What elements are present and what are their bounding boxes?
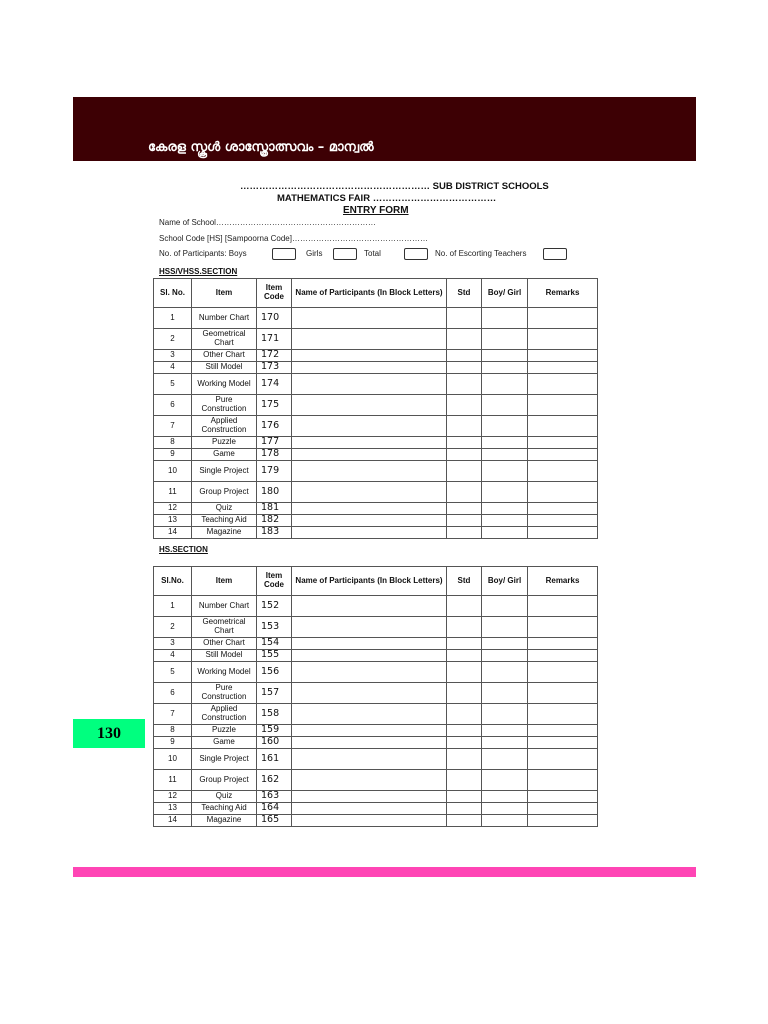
row-item: Applied Construction	[192, 704, 257, 725]
row-participant-name[interactable]	[292, 596, 447, 617]
row-boy-girl[interactable]	[482, 791, 528, 803]
row-participant-name[interactable]	[292, 815, 447, 827]
row-item-code: 182	[257, 515, 292, 527]
page-number-badge: 130	[73, 719, 145, 748]
row-item: Puzzle	[192, 725, 257, 737]
row-item-code: 160	[257, 737, 292, 749]
row-item-code: 159	[257, 725, 292, 737]
hss-entry-table	[153, 278, 598, 539]
page-header-title: കേരള സ്കൂൾ ശാസ്ത്രോത്സവം – മാന്വൽ	[148, 140, 374, 155]
row-item-code: 161	[257, 749, 292, 770]
table-row	[154, 737, 598, 749]
row-boy-girl[interactable]	[482, 815, 528, 827]
row-item: Game	[192, 449, 257, 461]
total-label: Total	[364, 249, 381, 258]
header-boy-girl: Boy/ Girl	[482, 567, 528, 596]
row-sl-no: 6	[154, 683, 192, 704]
row-boy-girl[interactable]	[482, 803, 528, 815]
row-remarks[interactable]	[528, 725, 598, 737]
row-std[interactable]	[447, 350, 482, 362]
row-sl-no: 7	[154, 416, 192, 437]
row-remarks[interactable]	[528, 791, 598, 803]
row-sl-no: 2	[154, 329, 192, 350]
row-std[interactable]	[447, 683, 482, 704]
row-std[interactable]	[447, 461, 482, 482]
row-remarks[interactable]	[528, 737, 598, 749]
row-sl-no: 10	[154, 461, 192, 482]
header-sl-no: Sl. No.	[154, 279, 192, 308]
row-sl-no: 7	[154, 704, 192, 725]
row-std[interactable]	[447, 638, 482, 650]
row-boy-girl[interactable]	[482, 350, 528, 362]
row-remarks[interactable]	[528, 683, 598, 704]
table-row	[154, 416, 598, 437]
table-row	[154, 596, 598, 617]
row-boy-girl[interactable]	[482, 596, 528, 617]
row-item-code: 180	[257, 482, 292, 503]
row-item-code: 181	[257, 503, 292, 515]
row-sl-no: 3	[154, 350, 192, 362]
row-std[interactable]	[447, 737, 482, 749]
row-participant-name[interactable]	[292, 449, 447, 461]
table-row	[154, 638, 598, 650]
row-sl-no: 1	[154, 596, 192, 617]
row-remarks[interactable]	[528, 482, 598, 503]
row-item: Group Project	[192, 770, 257, 791]
row-boy-girl[interactable]	[482, 704, 528, 725]
row-std[interactable]	[447, 650, 482, 662]
header-remarks: Remarks	[528, 279, 598, 308]
row-item-code: 152	[257, 596, 292, 617]
row-participant-name[interactable]	[292, 791, 447, 803]
footer-bar	[73, 867, 696, 877]
row-item-code: 183	[257, 527, 292, 539]
table-row	[154, 515, 598, 527]
row-participant-name[interactable]	[292, 416, 447, 437]
row-remarks[interactable]	[528, 815, 598, 827]
row-boy-girl[interactable]	[482, 638, 528, 650]
row-participant-name[interactable]	[292, 725, 447, 737]
table-row	[154, 329, 598, 350]
row-remarks[interactable]	[528, 461, 598, 482]
row-sl-no: 9	[154, 737, 192, 749]
header-item-code: Item Code	[257, 279, 292, 308]
row-participant-name[interactable]	[292, 683, 447, 704]
escorting-count-box[interactable]	[543, 248, 567, 260]
header-std: Std	[447, 279, 482, 308]
row-boy-girl[interactable]	[482, 725, 528, 737]
row-boy-girl[interactable]	[482, 515, 528, 527]
row-participant-name[interactable]	[292, 650, 447, 662]
table-row	[154, 791, 598, 803]
row-std[interactable]	[447, 815, 482, 827]
table-row	[154, 704, 598, 725]
row-std[interactable]	[447, 503, 482, 515]
row-std[interactable]	[447, 770, 482, 791]
boys-count-box[interactable]	[272, 248, 296, 260]
row-sl-no: 4	[154, 362, 192, 374]
row-participant-name[interactable]	[292, 350, 447, 362]
row-item-code: 164	[257, 803, 292, 815]
row-std[interactable]	[447, 374, 482, 395]
row-boy-girl[interactable]	[482, 374, 528, 395]
row-remarks[interactable]	[528, 350, 598, 362]
row-remarks[interactable]	[528, 395, 598, 416]
row-remarks[interactable]	[528, 329, 598, 350]
row-remarks[interactable]	[528, 362, 598, 374]
row-item-code: 155	[257, 650, 292, 662]
row-sl-no: 5	[154, 374, 192, 395]
row-sl-no: 11	[154, 770, 192, 791]
row-remarks[interactable]	[528, 770, 598, 791]
row-remarks[interactable]	[528, 617, 598, 638]
form-title-line-2: MATHEMATICS FAIR …………………………………	[277, 193, 497, 204]
table-row	[154, 527, 598, 539]
row-item: Geometrical Chart	[192, 617, 257, 638]
header-item: Item	[192, 279, 257, 308]
row-sl-no: 4	[154, 650, 192, 662]
row-item: Single Project	[192, 749, 257, 770]
row-item-code: 162	[257, 770, 292, 791]
row-sl-no: 13	[154, 803, 192, 815]
row-sl-no: 10	[154, 749, 192, 770]
row-item: Other Chart	[192, 638, 257, 650]
table-row	[154, 362, 598, 374]
row-participant-name[interactable]	[292, 662, 447, 683]
row-item-code: 154	[257, 638, 292, 650]
row-item: Working Model	[192, 662, 257, 683]
section-title-hss: HSS/VHSS.SECTION	[159, 267, 238, 276]
escorting-teachers-label: No. of Escorting Teachers	[435, 249, 527, 258]
row-boy-girl[interactable]	[482, 617, 528, 638]
row-boy-girl[interactable]	[482, 770, 528, 791]
row-std[interactable]	[447, 617, 482, 638]
row-participant-name[interactable]	[292, 638, 447, 650]
girls-count-box[interactable]	[333, 248, 357, 260]
row-remarks[interactable]	[528, 596, 598, 617]
table-row	[154, 815, 598, 827]
row-item: Number Chart	[192, 596, 257, 617]
table-row	[154, 503, 598, 515]
row-remarks[interactable]	[528, 803, 598, 815]
row-participant-name[interactable]	[292, 437, 447, 449]
row-item-code: 174	[257, 374, 292, 395]
row-boy-girl[interactable]	[482, 308, 528, 329]
row-remarks[interactable]	[528, 437, 598, 449]
row-item: Quiz	[192, 503, 257, 515]
row-std[interactable]	[447, 362, 482, 374]
row-std[interactable]	[447, 596, 482, 617]
header-sl-no: Sl.No.	[154, 567, 192, 596]
row-boy-girl[interactable]	[482, 395, 528, 416]
row-boy-girl[interactable]	[482, 503, 528, 515]
row-boy-girl[interactable]	[482, 461, 528, 482]
row-item-code: 165	[257, 815, 292, 827]
row-item: Game	[192, 737, 257, 749]
row-boy-girl[interactable]	[482, 416, 528, 437]
row-item: Teaching Aid	[192, 803, 257, 815]
row-participant-name[interactable]	[292, 482, 447, 503]
table-row	[154, 350, 598, 362]
row-std[interactable]	[447, 437, 482, 449]
header-item-code: Item Code	[257, 567, 292, 596]
row-remarks[interactable]	[528, 416, 598, 437]
row-sl-no: 8	[154, 437, 192, 449]
row-remarks[interactable]	[528, 515, 598, 527]
row-item-code: 156	[257, 662, 292, 683]
table-row	[154, 374, 598, 395]
row-sl-no: 14	[154, 527, 192, 539]
total-count-box[interactable]	[404, 248, 428, 260]
row-std[interactable]	[447, 308, 482, 329]
row-item-code: 153	[257, 617, 292, 638]
row-item-code: 175	[257, 395, 292, 416]
row-item-code: 157	[257, 683, 292, 704]
row-participant-name[interactable]	[292, 770, 447, 791]
row-participant-name[interactable]	[292, 374, 447, 395]
hs-table-body	[154, 596, 598, 827]
table-row	[154, 683, 598, 704]
table-row	[154, 449, 598, 461]
row-item: Single Project	[192, 461, 257, 482]
row-boy-girl[interactable]	[482, 362, 528, 374]
hss-table-body	[154, 308, 598, 539]
row-std[interactable]	[447, 704, 482, 725]
row-item-code: 172	[257, 350, 292, 362]
row-sl-no: 12	[154, 503, 192, 515]
row-sl-no: 13	[154, 515, 192, 527]
table-row	[154, 437, 598, 449]
row-remarks[interactable]	[528, 527, 598, 539]
row-sl-no: 14	[154, 815, 192, 827]
row-sl-no: 8	[154, 725, 192, 737]
table-row	[154, 308, 598, 329]
row-remarks[interactable]	[528, 650, 598, 662]
row-item: Still Model	[192, 362, 257, 374]
row-sl-no: 11	[154, 482, 192, 503]
row-remarks[interactable]	[528, 638, 598, 650]
school-code-field: School Code [HS] [Sampoorna Code]……………………………………………	[159, 234, 428, 243]
row-item-code: 163	[257, 791, 292, 803]
row-sl-no: 12	[154, 791, 192, 803]
table-row	[154, 803, 598, 815]
row-item-code: 173	[257, 362, 292, 374]
hs-entry-table	[153, 566, 598, 827]
row-boy-girl[interactable]	[482, 527, 528, 539]
row-remarks[interactable]	[528, 503, 598, 515]
row-boy-girl[interactable]	[482, 683, 528, 704]
name-of-school-field: Name of School……………………………………………………	[159, 218, 376, 227]
row-participant-name[interactable]	[292, 737, 447, 749]
row-sl-no: 9	[154, 449, 192, 461]
row-sl-no: 3	[154, 638, 192, 650]
table-header-row	[154, 567, 598, 596]
row-boy-girl[interactable]	[482, 482, 528, 503]
row-std[interactable]	[447, 329, 482, 350]
table-row	[154, 770, 598, 791]
row-item-code: 171	[257, 329, 292, 350]
table-row	[154, 461, 598, 482]
row-boy-girl[interactable]	[482, 449, 528, 461]
row-std[interactable]	[447, 416, 482, 437]
row-item-code: 176	[257, 416, 292, 437]
row-std[interactable]	[447, 482, 482, 503]
row-participant-name[interactable]	[292, 803, 447, 815]
row-boy-girl[interactable]	[482, 650, 528, 662]
row-participant-name[interactable]	[292, 308, 447, 329]
row-item-code: 158	[257, 704, 292, 725]
table-row	[154, 749, 598, 770]
row-item-code: 177	[257, 437, 292, 449]
row-item: Other Chart	[192, 350, 257, 362]
table-row	[154, 662, 598, 683]
row-participant-name[interactable]	[292, 461, 447, 482]
row-std[interactable]	[447, 449, 482, 461]
girls-label: Girls	[306, 249, 323, 258]
row-remarks[interactable]	[528, 374, 598, 395]
row-std[interactable]	[447, 395, 482, 416]
row-item: Magazine	[192, 815, 257, 827]
row-item: Working Model	[192, 374, 257, 395]
form-title-entry-form: ENTRY FORM	[343, 205, 409, 216]
row-sl-no: 5	[154, 662, 192, 683]
row-item: Magazine	[192, 527, 257, 539]
row-remarks[interactable]	[528, 308, 598, 329]
row-remarks[interactable]	[528, 704, 598, 725]
row-participant-name[interactable]	[292, 515, 447, 527]
row-item-code: 170	[257, 308, 292, 329]
row-item: Teaching Aid	[192, 515, 257, 527]
row-participant-name[interactable]	[292, 527, 447, 539]
table-row	[154, 617, 598, 638]
row-std[interactable]	[447, 527, 482, 539]
row-std[interactable]	[447, 803, 482, 815]
row-std[interactable]	[447, 749, 482, 770]
row-item-code: 178	[257, 449, 292, 461]
header-remarks: Remarks	[528, 567, 598, 596]
row-boy-girl[interactable]	[482, 662, 528, 683]
row-item-code: 179	[257, 461, 292, 482]
row-item: Applied Construction	[192, 416, 257, 437]
row-participant-name[interactable]	[292, 329, 447, 350]
row-item: Geometrical Chart	[192, 329, 257, 350]
row-item: Number Chart	[192, 308, 257, 329]
row-std[interactable]	[447, 791, 482, 803]
row-participant-name[interactable]	[292, 362, 447, 374]
row-participant-name[interactable]	[292, 749, 447, 770]
table-header-row	[154, 279, 598, 308]
header-participants: Name of Participants (In Block Letters)	[292, 279, 447, 308]
row-sl-no: 2	[154, 617, 192, 638]
header-boy-girl: Boy/ Girl	[482, 279, 528, 308]
row-participant-name[interactable]	[292, 704, 447, 725]
header-std: Std	[447, 567, 482, 596]
row-boy-girl[interactable]	[482, 437, 528, 449]
row-remarks[interactable]	[528, 662, 598, 683]
participants-boys-label: No. of Participants: Boys	[159, 249, 247, 258]
row-item: Group Project	[192, 482, 257, 503]
row-boy-girl[interactable]	[482, 749, 528, 770]
row-item: Puzzle	[192, 437, 257, 449]
table-row	[154, 482, 598, 503]
row-participant-name[interactable]	[292, 395, 447, 416]
row-remarks[interactable]	[528, 749, 598, 770]
form-title-line-1: …………………………………………………… SUB DISTRICT SCHOOLS	[240, 181, 549, 192]
row-participant-name[interactable]	[292, 617, 447, 638]
row-item: Pure Construction	[192, 683, 257, 704]
row-item: Pure Construction	[192, 395, 257, 416]
row-std[interactable]	[447, 725, 482, 737]
row-std[interactable]	[447, 515, 482, 527]
header-participants: Name of Participants (In Block Letters)	[292, 567, 447, 596]
row-boy-girl[interactable]	[482, 737, 528, 749]
row-item: Quiz	[192, 791, 257, 803]
table-row	[154, 395, 598, 416]
table-row	[154, 725, 598, 737]
row-std[interactable]	[447, 662, 482, 683]
row-sl-no: 1	[154, 308, 192, 329]
row-sl-no: 6	[154, 395, 192, 416]
row-item: Still Model	[192, 650, 257, 662]
table-row	[154, 650, 598, 662]
row-boy-girl[interactable]	[482, 329, 528, 350]
row-remarks[interactable]	[528, 449, 598, 461]
section-title-hs: HS.SECTION	[159, 545, 208, 554]
header-item: Item	[192, 567, 257, 596]
row-participant-name[interactable]	[292, 503, 447, 515]
